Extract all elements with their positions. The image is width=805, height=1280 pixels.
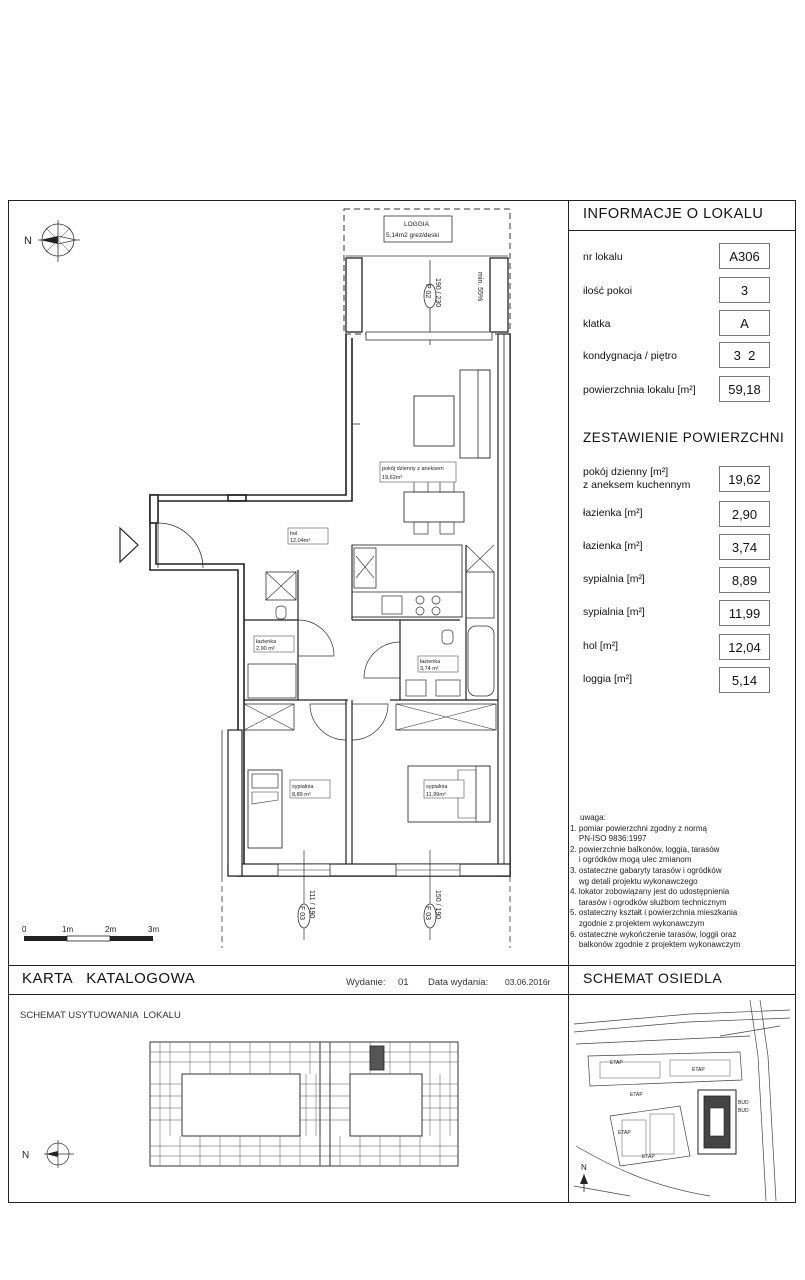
window-tag-b1-dims: 111 / 190 <box>308 890 315 919</box>
scale-label: 3m <box>148 925 160 934</box>
building-schematic <box>10 1020 566 1200</box>
notes-line: PN-ISO 9836:1997 <box>570 834 647 844</box>
area-value-bed1: 8,89 <box>719 567 770 593</box>
window-tag-top-min: min. 55% <box>476 272 483 302</box>
scale-label: 1m <box>62 925 74 934</box>
area-value-loggia: 5,14 <box>719 667 770 693</box>
window-tag-top-dims: 190 / 230 <box>434 278 441 308</box>
area-label-bed1: sypialnia [m²] <box>583 573 645 585</box>
info-label-nr-lokalu: nr lokalu <box>583 251 623 263</box>
compass-n-label: N <box>22 1150 30 1161</box>
schemat-osiedla-title: SCHEMAT OSIEDLA <box>583 970 723 986</box>
garden-dashed-outline <box>222 876 510 948</box>
bath1-door-swing <box>298 620 334 656</box>
kitchen-sink <box>382 596 402 614</box>
site-label: BUD <box>738 1108 749 1114</box>
washbasin-icon <box>406 680 426 696</box>
bath1-label: łazienka <box>256 639 277 645</box>
stove-burner-icon <box>416 596 424 604</box>
karta-katalogowa-title: KARTA KATALOGOWA <box>22 970 196 987</box>
building-block-east <box>320 1042 458 1166</box>
kitchen-counter <box>352 545 462 617</box>
data-wydania-value: 03.06.2016r <box>505 977 551 987</box>
compass-n-label: N <box>24 235 32 247</box>
notes-line: 4. lokator zobowiązany jest do udostępnienia <box>570 887 730 897</box>
west-wall-bedroom <box>228 730 242 876</box>
area-label-hall: hol [m²] <box>583 640 619 652</box>
building-courtyard-west <box>182 1074 300 1136</box>
notes-line: zgodnie z projektem wykonawczym <box>570 918 705 928</box>
bed2-area: 11,99m² <box>426 792 446 798</box>
notes-line: 5. ostateczny kształt i powierzchnia mieszkania <box>570 908 738 918</box>
site-label: ETAP <box>610 1060 623 1066</box>
south-wall <box>228 864 510 876</box>
footer-column-divider <box>568 965 569 1203</box>
area-value-bed2: 11,99 <box>719 600 770 626</box>
bath2-area: 3,74 m² <box>420 666 439 672</box>
toilet-icon <box>276 606 286 619</box>
loggia-label: LOGGIA <box>404 221 429 228</box>
site-label: ETAP <box>642 1154 655 1160</box>
chair <box>440 522 454 534</box>
area-label-bath1: łazienka [m²] <box>583 507 643 519</box>
notes-line: 1. pomiar powierzchni zgodny z normą <box>570 823 707 833</box>
building-unit-grid <box>150 1042 458 1166</box>
notes-block <box>570 813 790 951</box>
site-north-label: N <box>581 1163 587 1172</box>
notes-heading: uwaga: <box>580 813 606 822</box>
window-tag-b2-label: F 03 <box>424 906 431 921</box>
footer-top-divider <box>8 965 796 966</box>
info-label-klatka: klatka <box>583 318 611 330</box>
data-wydania-label: Data wydania: <box>428 977 489 988</box>
coffee-table <box>414 396 454 446</box>
notes-line: 2. powierzchnie balkonów, loggia, tarasów <box>570 844 720 854</box>
living-area: 19,62m² <box>382 475 403 481</box>
info-column-divider <box>568 200 569 965</box>
bedroom1-door-swing <box>310 704 346 740</box>
bed-pillow <box>252 774 278 788</box>
info-value-nr-lokalu: A306 <box>719 243 770 269</box>
scale-bar <box>22 925 159 941</box>
notes-line: tarasów i ogrodków służbom technicznym <box>570 897 727 907</box>
kitchen-tall-unit <box>466 572 494 618</box>
notes-line: balkonów zgodnie z projektem wykonawczym <box>570 940 741 950</box>
area-value-bath2: 3,74 <box>719 534 770 560</box>
loggia-right-wall <box>490 258 508 332</box>
washing-machine <box>436 680 460 696</box>
entrance-door <box>120 523 203 568</box>
area-label-bed2: sypialnia [m²] <box>583 606 645 618</box>
bed1-area: 8,89 m² <box>292 792 311 798</box>
bed-headboard <box>476 766 490 822</box>
footer-header-divider <box>8 994 796 995</box>
bath1-shower-cross <box>266 572 296 600</box>
hall-label: hol <box>290 531 298 537</box>
notes-line: 3. ostateczne gabaryty tarasów i ogródków <box>570 865 722 875</box>
bed1-label: sypialnia <box>292 784 314 790</box>
schemat-usytuowania-title: SCHEMAT USYTUOWANIA LOKALU <box>20 1010 181 1021</box>
wardrobe-cross <box>244 704 294 730</box>
sofa <box>460 370 490 458</box>
site-roads <box>574 1000 790 1201</box>
loggia-left-wall <box>346 258 362 332</box>
window-tag-top-label: P 02 <box>424 284 431 299</box>
info-title: INFORMACJE O LOKALU <box>583 206 764 222</box>
hall-area: 12,04m² <box>290 538 311 544</box>
area-label-bath2: łazienka [m²] <box>583 540 643 552</box>
info-value-ilosc-pokoi: 3 <box>719 277 770 303</box>
site-label: BUD <box>738 1100 749 1106</box>
area-value-hall: 12,04 <box>719 634 770 660</box>
notes-line: i ogródków mogą ulec zmianom <box>570 855 692 865</box>
area-label-living-line1: pokój dzienny [m²] <box>583 466 669 478</box>
info-title-underline <box>568 230 796 231</box>
bath1-area: 2,90 m² <box>256 646 275 652</box>
kitchen-fridge <box>354 548 376 588</box>
toilet-icon <box>442 630 453 644</box>
notes-line: 6. ostateczne wykończenie tarasów, loggii oraz <box>570 929 737 939</box>
area-value-bath1: 2,90 <box>719 501 770 527</box>
site-label: ETAP <box>630 1092 643 1098</box>
area-label-living <box>583 466 690 492</box>
site-plan <box>570 996 794 1201</box>
window-tag-b2-dims: 150 / 190 <box>434 890 441 920</box>
compass-icon <box>22 1140 74 1168</box>
building-courtyard-east <box>350 1074 422 1136</box>
bed <box>248 770 282 848</box>
info-label-kondygnacja: kondygnacja / piętro <box>583 350 677 362</box>
sofa-back <box>478 370 490 458</box>
bed2-label: sypialnia <box>426 784 448 790</box>
kitchen-fridge-cross <box>356 556 374 578</box>
dining-table <box>404 492 464 522</box>
area-label-loggia: loggia [m²] <box>583 673 633 685</box>
scale-label: 2m <box>105 925 117 934</box>
loggia-area: 5,14m2 grez/deski <box>386 232 440 239</box>
unit-highlight <box>370 1046 384 1070</box>
info-label-powierzchnia: powierzchnia lokalu [m²] <box>583 384 696 396</box>
wydanie-value: 01 <box>398 977 409 988</box>
chair <box>414 522 428 534</box>
bed-cover <box>252 792 278 804</box>
kitchen-tall-unit-cross <box>466 545 494 572</box>
kitchen-worktop <box>352 592 462 617</box>
info-value-kondygnacja: 3 2 <box>719 342 770 368</box>
notes-line: wg detali projektu wykonawczego <box>570 876 698 886</box>
stove-burner-icon <box>432 607 440 615</box>
bath2-label: łazienka <box>420 659 441 665</box>
site-building-court <box>710 1108 724 1136</box>
wardrobe-cross <box>396 704 496 730</box>
stove-burner-icon <box>432 596 440 604</box>
info-label-ilosc-pokoi: ilość pokoi <box>583 285 633 297</box>
stove-burner-icon <box>416 607 424 615</box>
info-value-powierzchnia: 59,18 <box>719 376 770 402</box>
window-loggia <box>366 332 492 340</box>
compass-icon <box>24 220 80 262</box>
bedroom2-door-swing <box>352 704 388 740</box>
scale-label: 0 <box>22 925 27 934</box>
bath1-cabinet <box>248 664 296 698</box>
bath2-door-swing <box>364 642 400 678</box>
site-north-arrow-icon <box>580 1163 588 1192</box>
info-value-klatka: A <box>719 310 770 336</box>
living-label: pokój dzienny z aneksem <box>382 466 444 472</box>
areas-title: ZESTAWIENIE POWIERZCHNI <box>583 430 785 445</box>
window-tag-b1-label: F 03 <box>298 906 305 921</box>
area-label-living-line2: z aneksem kuchennym <box>583 479 691 491</box>
site-label: ETAP <box>618 1130 631 1136</box>
area-value-living: 19,62 <box>719 466 770 492</box>
site-label: ETAP <box>692 1067 705 1073</box>
bathtub <box>468 626 494 696</box>
wydanie-label: Wydanie: <box>346 977 386 988</box>
